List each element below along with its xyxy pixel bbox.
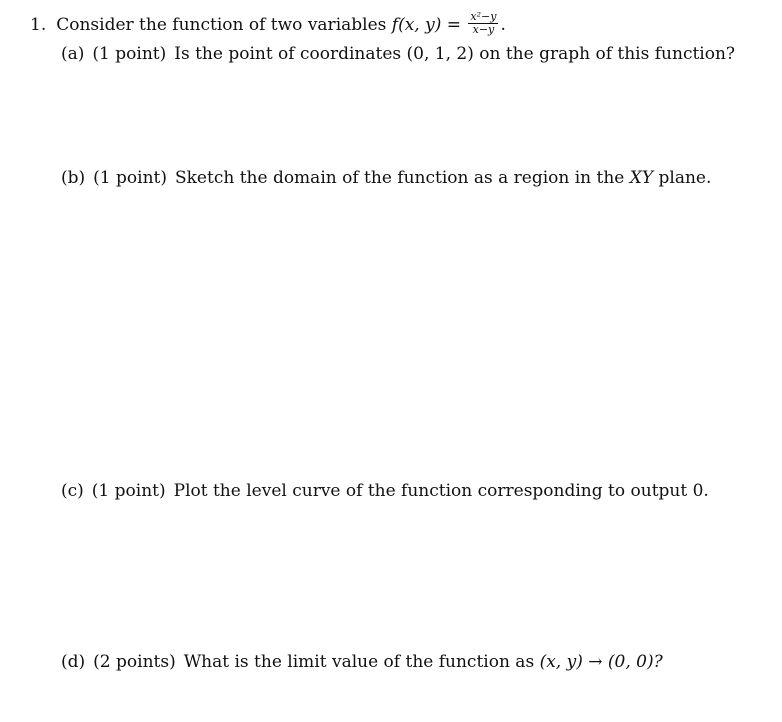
part-a-text: Is the point of coordinates (0, 1, 2) on the graph of this function? — [174, 44, 736, 64]
part-c-label: (c) — [61, 481, 84, 501]
function-fraction — [468, 11, 498, 36]
part-a-points: (1 point) — [92, 44, 167, 64]
part-b-text-after: plane. — [658, 168, 712, 188]
function-lhs: f(x, y) = — [391, 15, 461, 35]
part-d-label: (d) — [61, 652, 86, 672]
part-c-points: (1 point) — [91, 481, 166, 501]
part-d — [61, 651, 663, 673]
part-c-text: Plot the level curve of the function corresponding to output 0. — [173, 481, 709, 501]
question-number: 1. — [30, 15, 47, 35]
fraction-denominator: x−y — [472, 23, 495, 36]
part-b-math: XY — [629, 168, 654, 188]
part-d-math: (x, y) → (0, 0)? — [539, 652, 663, 672]
part-d-points: (2 points) — [93, 652, 176, 672]
fraction-numerator: x²−y — [470, 10, 497, 23]
part-a — [61, 43, 735, 65]
part-d-text-before: What is the limit value of the function as — [183, 652, 535, 672]
statement-period: . — [500, 15, 506, 35]
part-a-label: (a) — [61, 44, 85, 64]
part-b — [61, 167, 711, 189]
part-c — [61, 480, 709, 502]
part-b-text-before: Sketch the domain of the function as a region in the — [174, 168, 625, 188]
part-b-label: (b) — [61, 168, 86, 188]
part-b-points: (1 point) — [93, 168, 167, 188]
question-intro: Consider the function of two variables — [56, 15, 387, 35]
question-1-statement — [30, 10, 506, 38]
